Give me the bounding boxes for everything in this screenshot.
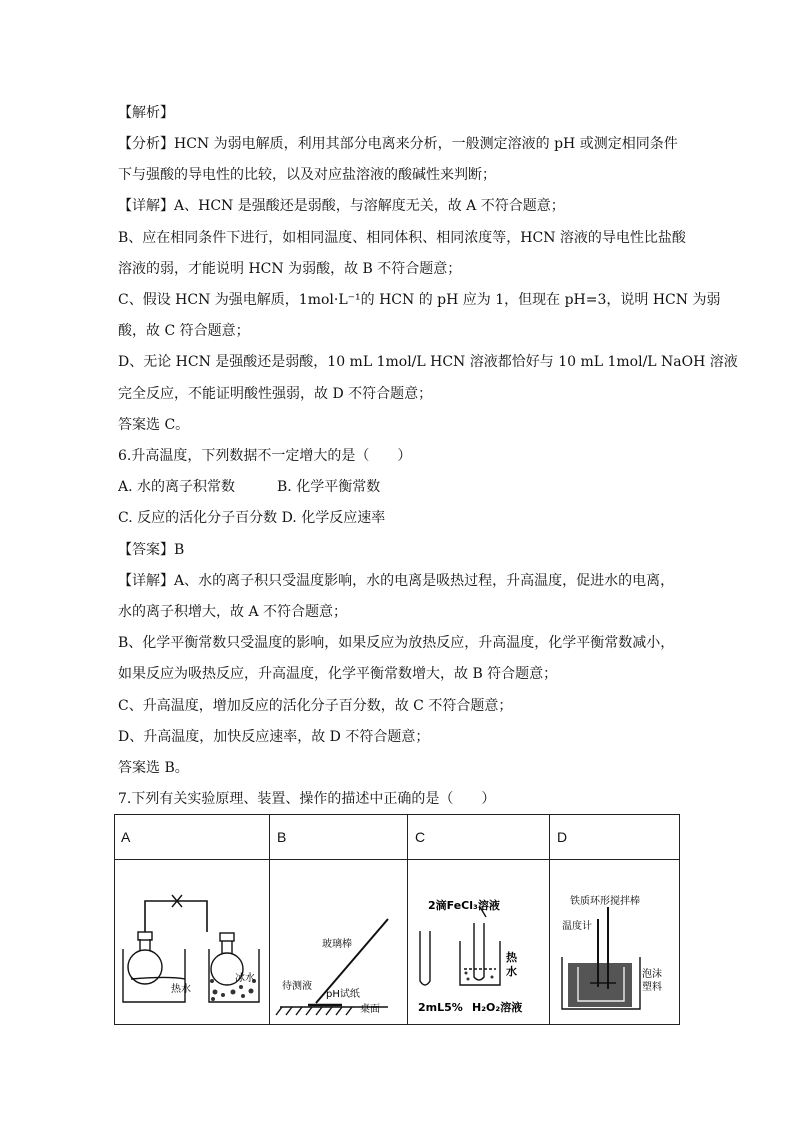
- label-foam: 泡沫: [642, 969, 662, 980]
- header-b: B: [277, 829, 287, 845]
- label-fecl3: 2滴FeCl₃溶液: [428, 899, 500, 912]
- header-d: D: [557, 829, 568, 845]
- label-glass-rod: 玻璃棒: [322, 939, 352, 950]
- text-line: D、无论 HCN 是强酸还是弱酸，10 mL 1mol/L HCN 溶液都恰好与 10 mL 1mol/L NaOH 溶液: [118, 354, 738, 370]
- text-line: 【详解】A、HCN 是强酸还是弱酸，与溶解度无关，故 A 不符合题意；: [118, 198, 565, 214]
- label-plastic: 塑料: [642, 982, 662, 993]
- label-table-surface: 桌面: [360, 1004, 380, 1015]
- text-line: C、假设 HCN 为强电解质，1mol·L⁻¹的 HCN 的 pH 应为 1，但现在 pH=3，说明 HCN 为弱: [118, 292, 721, 308]
- text-line: 溶液的弱，才能说明 HCN 为弱酸，故 B 不符合题意；: [118, 261, 462, 277]
- table-header-row: [115, 815, 679, 860]
- question-7: 7.下列有关实验原理、装置、操作的描述中正确的是（ ）: [118, 791, 496, 807]
- answer-line: 答案选 B。: [118, 760, 189, 776]
- answer-line: 答案选 C。: [118, 417, 190, 433]
- label-hot: 热: [506, 951, 517, 964]
- figure-d: [550, 859, 680, 1024]
- figure-b: [270, 859, 407, 1024]
- label-hot-water: 热水: [171, 984, 191, 995]
- text-line: 【详解】A、水的离子积只受温度影响，水的电离是吸热过程，升高温度，促进水的电离，: [118, 573, 675, 589]
- label-stirrer: 铁质环形搅拌棒: [570, 896, 640, 907]
- label-test-liquid: 待测液: [282, 981, 312, 992]
- text-line: 下与强酸的导电性的比较，以及对应盐溶液的酸碱性来判断；: [118, 167, 496, 183]
- header-c: C: [415, 829, 426, 845]
- text-line: B、应在相同条件下进行，如相同温度、相同体积、相同浓度等，HCN 溶液的导电性比盐酸: [118, 230, 686, 246]
- label-ph-paper: pH试纸: [326, 989, 360, 1000]
- figure-c: [408, 859, 549, 1024]
- options-table: [114, 814, 680, 1025]
- text-line: D、升高温度，加快反应速率，故 D 不符合题意；: [118, 729, 430, 745]
- label-ice-water: 冰水: [235, 973, 255, 984]
- label-h2o2: H₂O₂溶液: [472, 1001, 523, 1014]
- text-line: 水的离子积增大，故 A 不符合题意；: [118, 604, 348, 620]
- text-line: B、化学平衡常数只受温度的影响，如果反应为放热反应，升高温度，化学平衡常数减小，: [118, 635, 675, 651]
- question-6: 6.升高温度，下列数据不一定增大的是（ ）: [118, 448, 412, 464]
- answer-heading: 【答案】B: [118, 542, 185, 558]
- figure-a: [115, 859, 269, 1024]
- text-line: 酸，故 C 符合题意；: [118, 323, 250, 339]
- text-line: 完全反应，不能证明酸性强弱，故 D 不符合题意；: [118, 386, 433, 402]
- header-a: A: [121, 829, 131, 845]
- label-thermometer: 温度计: [562, 921, 592, 932]
- label-volume: 2mL5%: [418, 1001, 463, 1014]
- section-heading-analysis: 【解析】: [118, 105, 174, 121]
- text-line: C、升高温度，增加反应的活化分子百分数，故 C 不符合题意；: [118, 698, 513, 714]
- text-line: 【分析】HCN 为弱电解质，利用其部分电离来分析，一般测定溶液的 pH 或测定相同条件: [118, 136, 678, 152]
- text-line: 如果反应为吸热反应，升高温度，化学平衡常数增大，故 B 符合题意；: [118, 666, 558, 682]
- options-cd: C. 反应的活化分子百分数 D. 化学反应速率: [118, 510, 386, 526]
- options-ab: A. 水的离子积常数 B. 化学平衡常数: [118, 479, 381, 495]
- label-water: 水: [506, 965, 517, 978]
